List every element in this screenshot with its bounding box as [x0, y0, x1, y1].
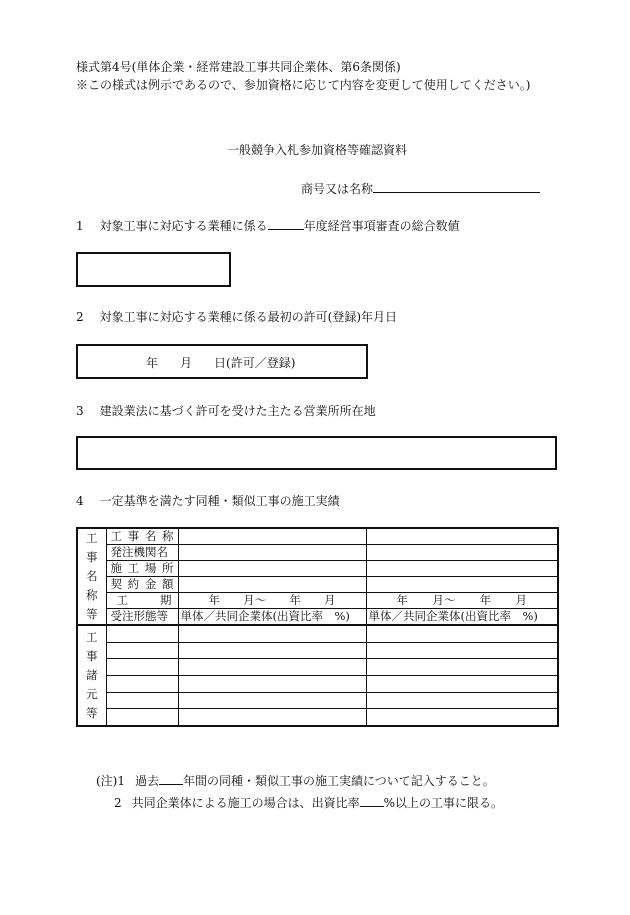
section-4-heading — [76, 492, 340, 509]
spec-cell-6a[interactable] — [178, 709, 366, 726]
spec-cell-5a[interactable] — [178, 692, 366, 709]
row-label-location: 施 工 場 所 — [106, 561, 178, 577]
note-2-text-after: %以上の工事に限る。 — [383, 796, 504, 810]
form-number: 様式第4号(単体企業・経常建設工事共同企業体、第6条関係) — [76, 60, 401, 74]
cell-project-name-2[interactable] — [366, 528, 558, 545]
section-2-text: 対象工事に対応する業種に係る最初の許可(登録)年月日 — [99, 310, 398, 324]
main-office-address-box[interactable] — [76, 436, 557, 470]
cell-location-1[interactable] — [178, 561, 366, 577]
spec-row-label-3[interactable] — [106, 659, 178, 676]
section-3-text: 建設業法に基づく許可を受けた主たる営業所所在地 — [99, 404, 376, 418]
company-name-line — [301, 180, 540, 197]
spec-row-label-6[interactable] — [106, 709, 178, 726]
spec-row-label-4[interactable] — [106, 675, 178, 692]
cell-contract-type-2[interactable]: 単体／共同企業体(出資比率 %) — [366, 609, 558, 626]
section-4-text: 一定基準を満たす同種・類似工事の施工実績 — [99, 494, 340, 508]
notes — [96, 772, 503, 816]
spec-cell-1b[interactable] — [366, 625, 558, 642]
row-label-client: 発注機関名 — [106, 545, 178, 561]
section-4-number: 4 — [76, 494, 84, 508]
note-1-text-before: 過去 — [135, 774, 160, 788]
permit-day-label: 日(許可／登録) — [214, 356, 296, 370]
section-1-number: 1 — [76, 219, 84, 233]
note-1-prefix: (注)1 — [96, 774, 125, 788]
investment-ratio-blank[interactable] — [360, 795, 384, 807]
spec-cell-4b[interactable] — [366, 675, 558, 692]
fiscal-year-blank[interactable] — [268, 218, 304, 230]
cell-contract-amount-1[interactable] — [178, 577, 366, 593]
spec-cell-3a[interactable] — [178, 659, 366, 676]
section-1-text-before: 対象工事に対応する業種に係る — [99, 219, 268, 233]
cell-project-name-1[interactable] — [178, 528, 366, 545]
permit-date-box[interactable] — [76, 344, 368, 379]
company-name-field[interactable] — [373, 181, 540, 193]
cell-period-2[interactable]: 年 月～ 年 月 — [366, 593, 558, 609]
spec-cell-4a[interactable] — [178, 675, 366, 692]
row-label-project-name: 工 事 名 称 — [106, 528, 178, 545]
section-1-text-after: 年度経営事項審査の総合数値 — [303, 219, 460, 233]
permit-year-label: 年 — [146, 356, 159, 370]
permit-date-text — [146, 354, 295, 371]
spec-cell-5b[interactable] — [366, 692, 558, 709]
past-years-blank[interactable] — [159, 773, 183, 785]
row-label-period: 工 期 — [106, 593, 178, 609]
section-2-number: 2 — [76, 310, 84, 324]
construction-record-table — [76, 527, 559, 727]
note-1-text-after: 年間の同種・類似工事の施工実績について記入すること。 — [183, 774, 495, 788]
note-2 — [96, 794, 503, 816]
spec-row-label-5[interactable] — [106, 692, 178, 709]
note-1 — [96, 772, 503, 794]
spec-row-label-2[interactable] — [106, 642, 178, 659]
section-1-heading — [76, 217, 460, 234]
spec-cell-3b[interactable] — [366, 659, 558, 676]
section-3-number: 3 — [76, 404, 84, 418]
project-info-group-label: 工 事 名 称 等 — [77, 528, 106, 625]
company-name-label: 商号又は名称 — [301, 182, 374, 196]
spec-row-label-1[interactable] — [106, 625, 178, 642]
spec-cell-2b[interactable] — [366, 642, 558, 659]
cell-location-2[interactable] — [366, 561, 558, 577]
cell-client-1[interactable] — [178, 545, 366, 561]
cell-contract-type-1[interactable]: 単体／共同企業体(出資比率 %) — [178, 609, 366, 626]
document-title: 一般競争入札参加資格等確認資料 — [227, 143, 408, 157]
section-3-heading — [76, 402, 376, 419]
note-2-number: 2 — [114, 796, 122, 810]
spec-cell-2a[interactable] — [178, 642, 366, 659]
row-label-contract-type: 受注形態等 — [106, 609, 178, 626]
project-specs-group-label: 工 事 諸 元 等 — [77, 625, 106, 726]
permit-month-label: 月 — [180, 356, 193, 370]
cell-client-2[interactable] — [366, 545, 558, 561]
total-score-box[interactable] — [76, 252, 231, 287]
spec-cell-6b[interactable] — [366, 709, 558, 726]
spec-cell-1a[interactable] — [178, 625, 366, 642]
cell-period-1[interactable]: 年 月～ 年 月 — [178, 593, 366, 609]
form-note: ※この様式は例示であるので、参加資格に応じて内容を変更して使用してください。) — [76, 78, 531, 92]
row-label-contract-amount: 契 約 金 額 — [106, 577, 178, 593]
section-2-heading — [76, 308, 397, 325]
note-2-text-before: 共同企業体による施工の場合は、出資比率 — [131, 796, 360, 810]
cell-contract-amount-2[interactable] — [366, 577, 558, 593]
